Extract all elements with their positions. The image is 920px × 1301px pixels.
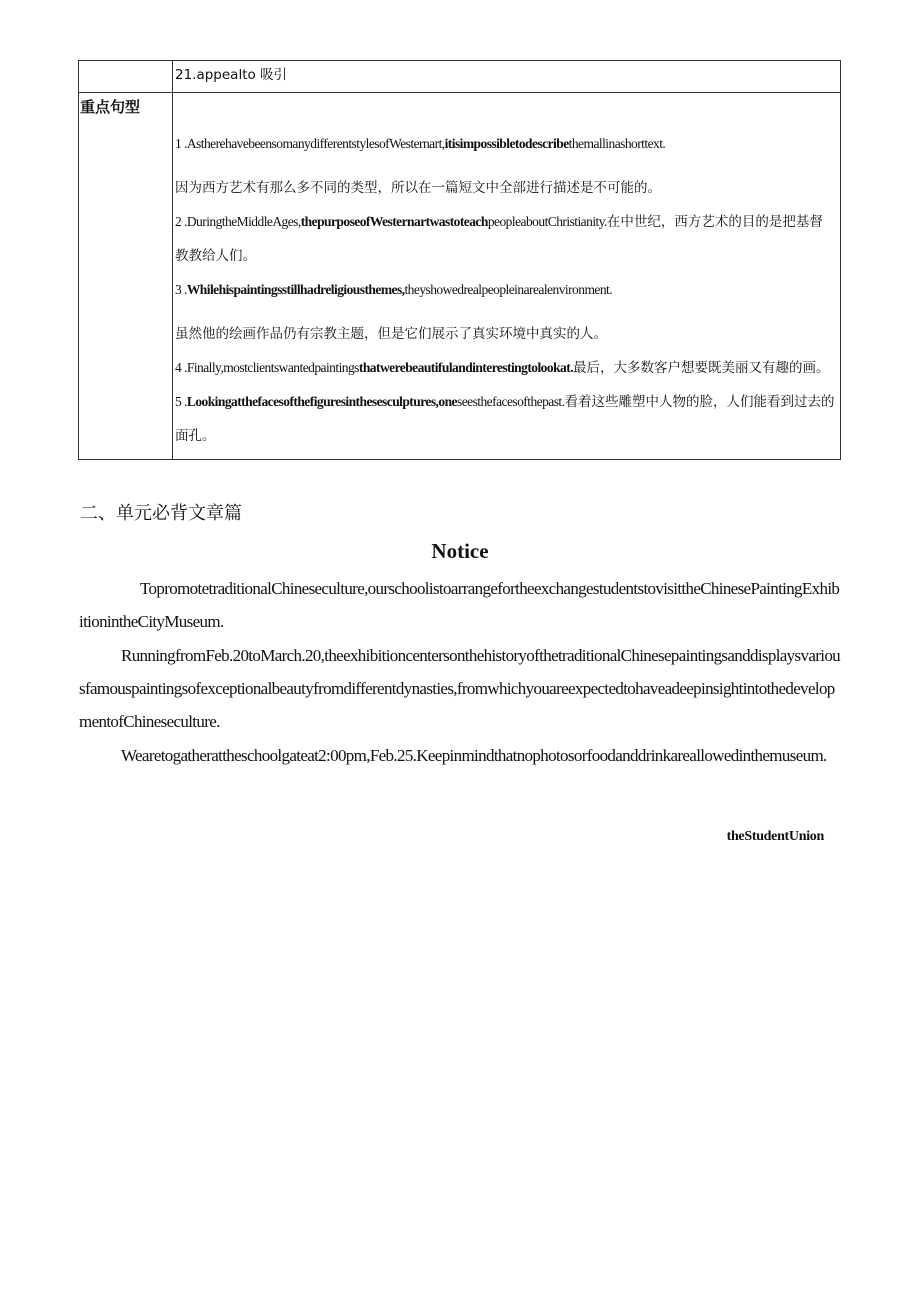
notice-paragraph: RunningfromFeb.20toMarch.20,theexhibitioncentersonthehistoryofthetraditionalChinesepaintingsanddisplaysvariousfamouspaintingsofexceptionalbeautyfromdifferentdynasties,fromwhichyouareexpectedtohaveadeepinsightintothedevelopmentofChineseculture. (79, 646, 841, 731)
sentence-2: 2 .DuringtheMiddleAges,thepurposeofWesternartwastoteachpeopleaboutChristianity.在中世纪，西方艺术的目的是把基督教教给人们。 (175, 214, 823, 264)
table-row (79, 93, 841, 460)
table-row (79, 61, 841, 93)
sentences-cell (173, 93, 841, 460)
notice-body (79, 572, 841, 773)
notice-signature: theStudentUnion (726, 829, 824, 844)
sentence-5: 5 .Lookingatthefacesofthefiguresinthesesculptures,oneseesthefacesofthepast.看着这些雕塑中人物的脸，人们能看到过去的面孔。 (175, 394, 835, 444)
notice-title: Notice (431, 539, 489, 563)
vocab-item: 21.appealto 吸引 (173, 61, 841, 93)
sentences-label: 重点句型 (79, 93, 173, 460)
sentence-1-cn: 因为西方艺术有那么多不同的类型，所以在一篇短文中全部进行描述是不可能的。 (175, 180, 661, 196)
sentence-3-cn: 虽然他的绘画作品仍有宗教主题，但是它们展示了真实环境中真实的人。 (175, 326, 607, 342)
table-cell-empty (79, 61, 173, 93)
notice-paragraph: TopromotetraditionalChineseculture,ourschoolistoarrangefortheexchangestudentstovisittheChinesePaintingExhibitionintheCityMuseum. (79, 579, 840, 631)
sentence-3-en: 3 .Whilehispaintingsstillhadreligiousthemes,theyshowedrealpeopleinarealenvironment. (175, 282, 613, 297)
vocab-sentence-table (78, 60, 841, 460)
sentence-1-en: 1 .AstherehavebeensomanydifferentstylesofWesternart,itisimpossibletodescribethemallinashorttext. (175, 136, 666, 151)
notice-paragraph: Wearetogatherattheschoolgateat2:00pm,Feb.25.Keepinmindthatnophotosorfoodanddrinkareallowedinthemuseum. (121, 746, 827, 765)
section-title: 二、单元必背文章篇 (80, 503, 242, 524)
sentence-4: 4 .Finally,mostclientswantedpaintingsthatwerebeautifulandinterestingtolookat.最后，大多数客户想要既美丽又有趣的画。 (175, 360, 830, 376)
